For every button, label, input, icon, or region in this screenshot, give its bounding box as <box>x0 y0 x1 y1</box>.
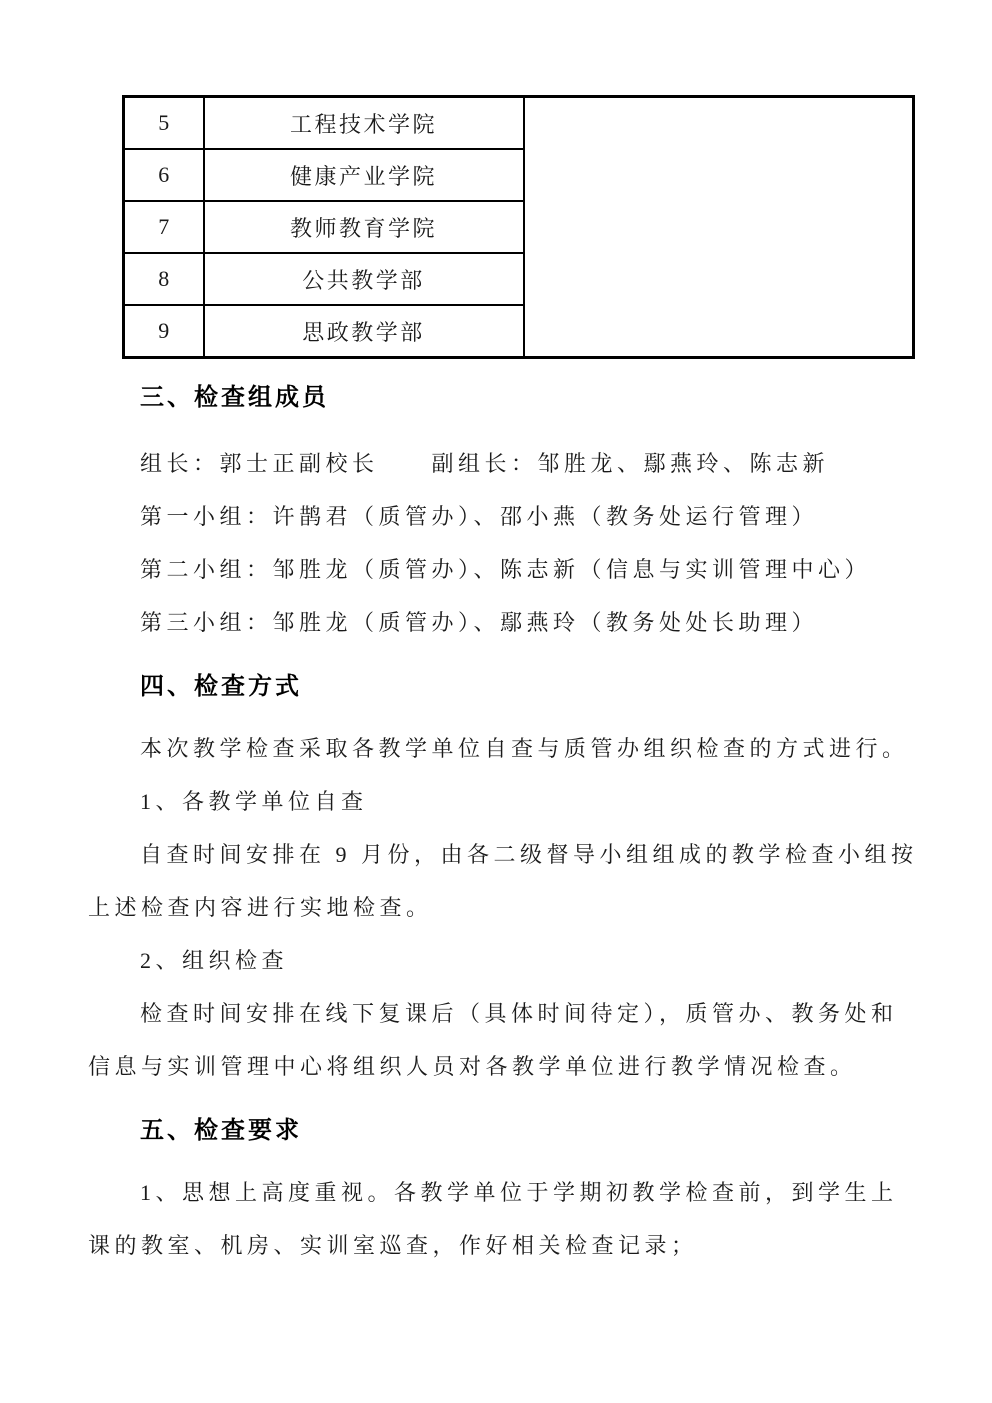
document-body <box>88 358 922 1272</box>
row-number-cell: 9 <box>124 305 204 358</box>
requirement1-line1: 1、思想上高度重视。各教学单位于学期初教学检查前，到学生上 <box>140 1180 898 1205</box>
group1-members-line: 第一小组：许鹊君（质管办）、邵小燕（教务处运行管理） <box>140 504 819 529</box>
empty-note-cell <box>524 97 914 358</box>
row-number-cell: 5 <box>124 97 204 150</box>
department-name-cell: 公共教学部 <box>204 253 524 305</box>
organized-check-detail-line1: 检查时间安排在线下复课后（具体时间待定），质管办、教务处和 <box>140 1001 898 1026</box>
section3-heading: 三、检查组成员 <box>140 384 329 411</box>
section4-heading: 四、检查方式 <box>140 673 302 700</box>
method-intro-line: 本次教学检查采取各教学单位自查与质管办组织检查的方式进行。 <box>140 736 909 761</box>
team-leader-line: 组长：郭士正副校长 副组长：邹胜龙、鄢燕玲、陈志新 <box>140 451 830 476</box>
department-name-cell: 教师教育学院 <box>204 201 524 253</box>
organized-check-title-line: 2、组织检查 <box>140 948 289 973</box>
group3-members-line: 第三小组：邹胜龙（质管办）、鄢燕玲（教务处处长助理） <box>140 610 819 635</box>
row-number-cell: 7 <box>124 201 204 253</box>
row-number-cell: 8 <box>124 253 204 305</box>
self-check-title-line: 1、各教学单位自查 <box>140 789 368 814</box>
department-name-cell: 健康产业学院 <box>204 149 524 201</box>
requirement1-line2: 课的教室、机房、实训室巡查，作好相关检查记录； <box>88 1233 698 1258</box>
table-row <box>124 97 914 150</box>
section5-heading: 五、检查要求 <box>140 1117 302 1144</box>
self-check-detail-line1: 自查时间安排在 9 月份，由各二级督导小组组成的教学检查小组按 <box>140 842 918 867</box>
department-table <box>122 95 915 359</box>
row-number-cell: 6 <box>124 149 204 201</box>
group2-members-line: 第二小组：邹胜龙（质管办）、陈志新（信息与实训管理中心） <box>140 557 872 582</box>
department-name-cell: 思政教学部 <box>204 305 524 358</box>
organized-check-detail-line2: 信息与实训管理中心将组织人员对各教学单位进行教学情况检查。 <box>88 1054 857 1079</box>
self-check-detail-line2: 上述检查内容进行实地检查。 <box>88 895 433 920</box>
department-name-cell: 工程技术学院 <box>204 97 524 150</box>
